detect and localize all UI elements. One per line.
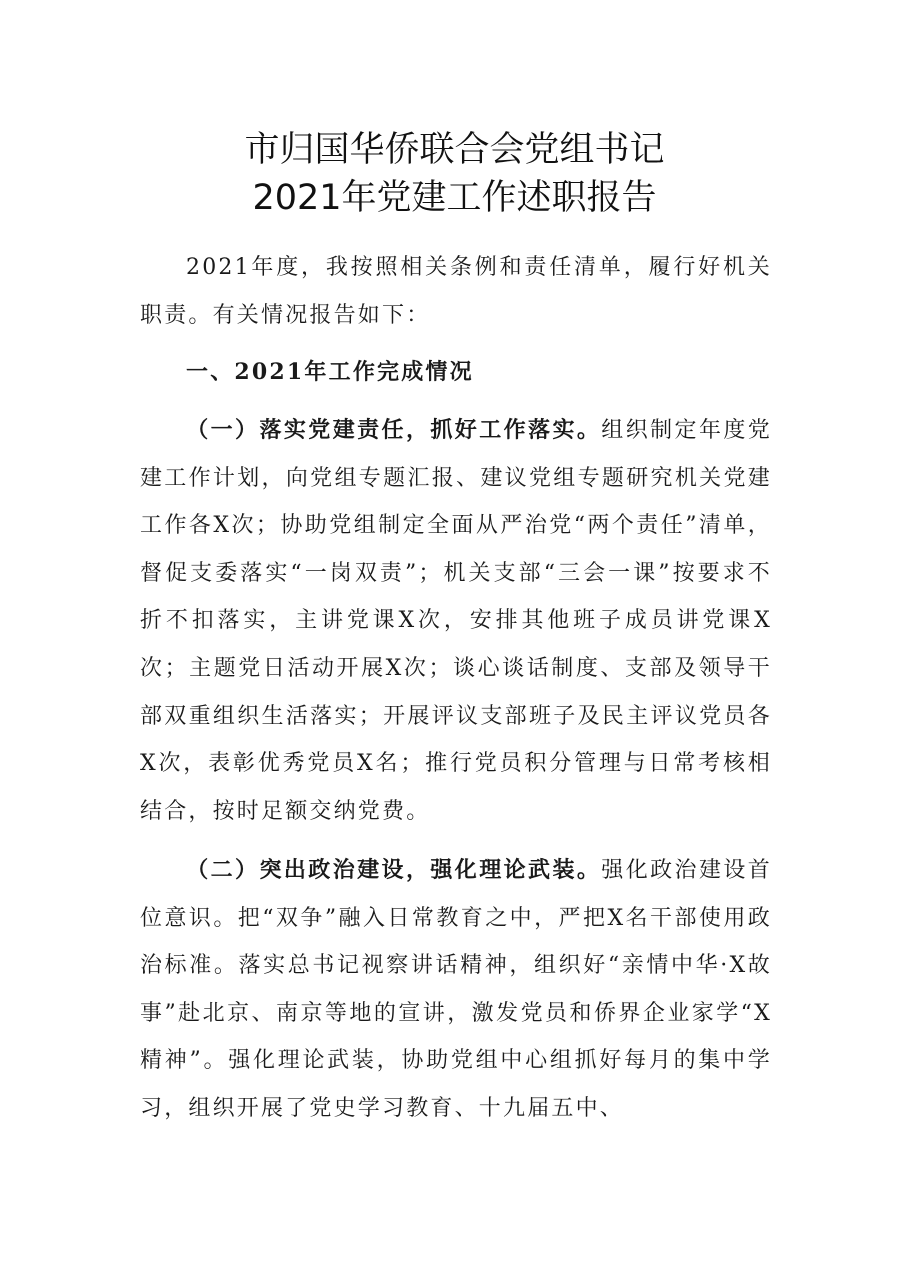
document-title-line-2: 2021年党建工作述职报告 [252, 178, 657, 218]
intro-paragraph [140, 244, 772, 339]
intro-text: 2021年度，我按照相关条例和责任清单，履行好机关职责。有关情况报告如下： [140, 255, 772, 328]
paragraph-2 [140, 847, 772, 1133]
paragraph-1-lead: （一）落实党建责任，抓好工作落实。 [186, 417, 602, 443]
section-heading [140, 349, 772, 397]
paragraph-2-text: 强化政治建设首位意识。把“双争”融入日常教育之中，严把X名干部使用政治标准。落实总书记视察讲话精神，组织好“亲情中华·X故事”赴北京、南京等地的宣讲，激发党员和侨界企业家学“X精神”。强化理论武装，协助党组中心组抓好每月的集中学习，组织开展了党史学习教育、十九届五中、 [140, 858, 772, 1121]
document-title-line-1: 市归国华侨联合会党组书记 [244, 130, 665, 170]
section-heading-text: 一、2021年工作完成情况 [186, 359, 474, 385]
paragraph-1-text: 组织制定年度党建工作计划，向党组专题汇报、建议党组专题研究机关党建工作各X次；协助党组制定全面从严治党“两个责任”清单，督促支委落实“一岗双责”；机关支部“三会一课”按要求不折不扣落实，主讲党课X次，安排其他班子成员讲党课X次；主题党日活动开展X次；谈心谈话制度、支部及领导干部双重组织生活落实；开展评议支部班子及民主评议党员各X次，表彰优秀党员X名；推行党员积分管理与日常考核相结合，按时足额交纳党费。 [140, 418, 772, 824]
paragraph-2-lead: （二）突出政治建设，强化理论武装。 [186, 857, 602, 883]
paragraph-1 [140, 407, 772, 835]
